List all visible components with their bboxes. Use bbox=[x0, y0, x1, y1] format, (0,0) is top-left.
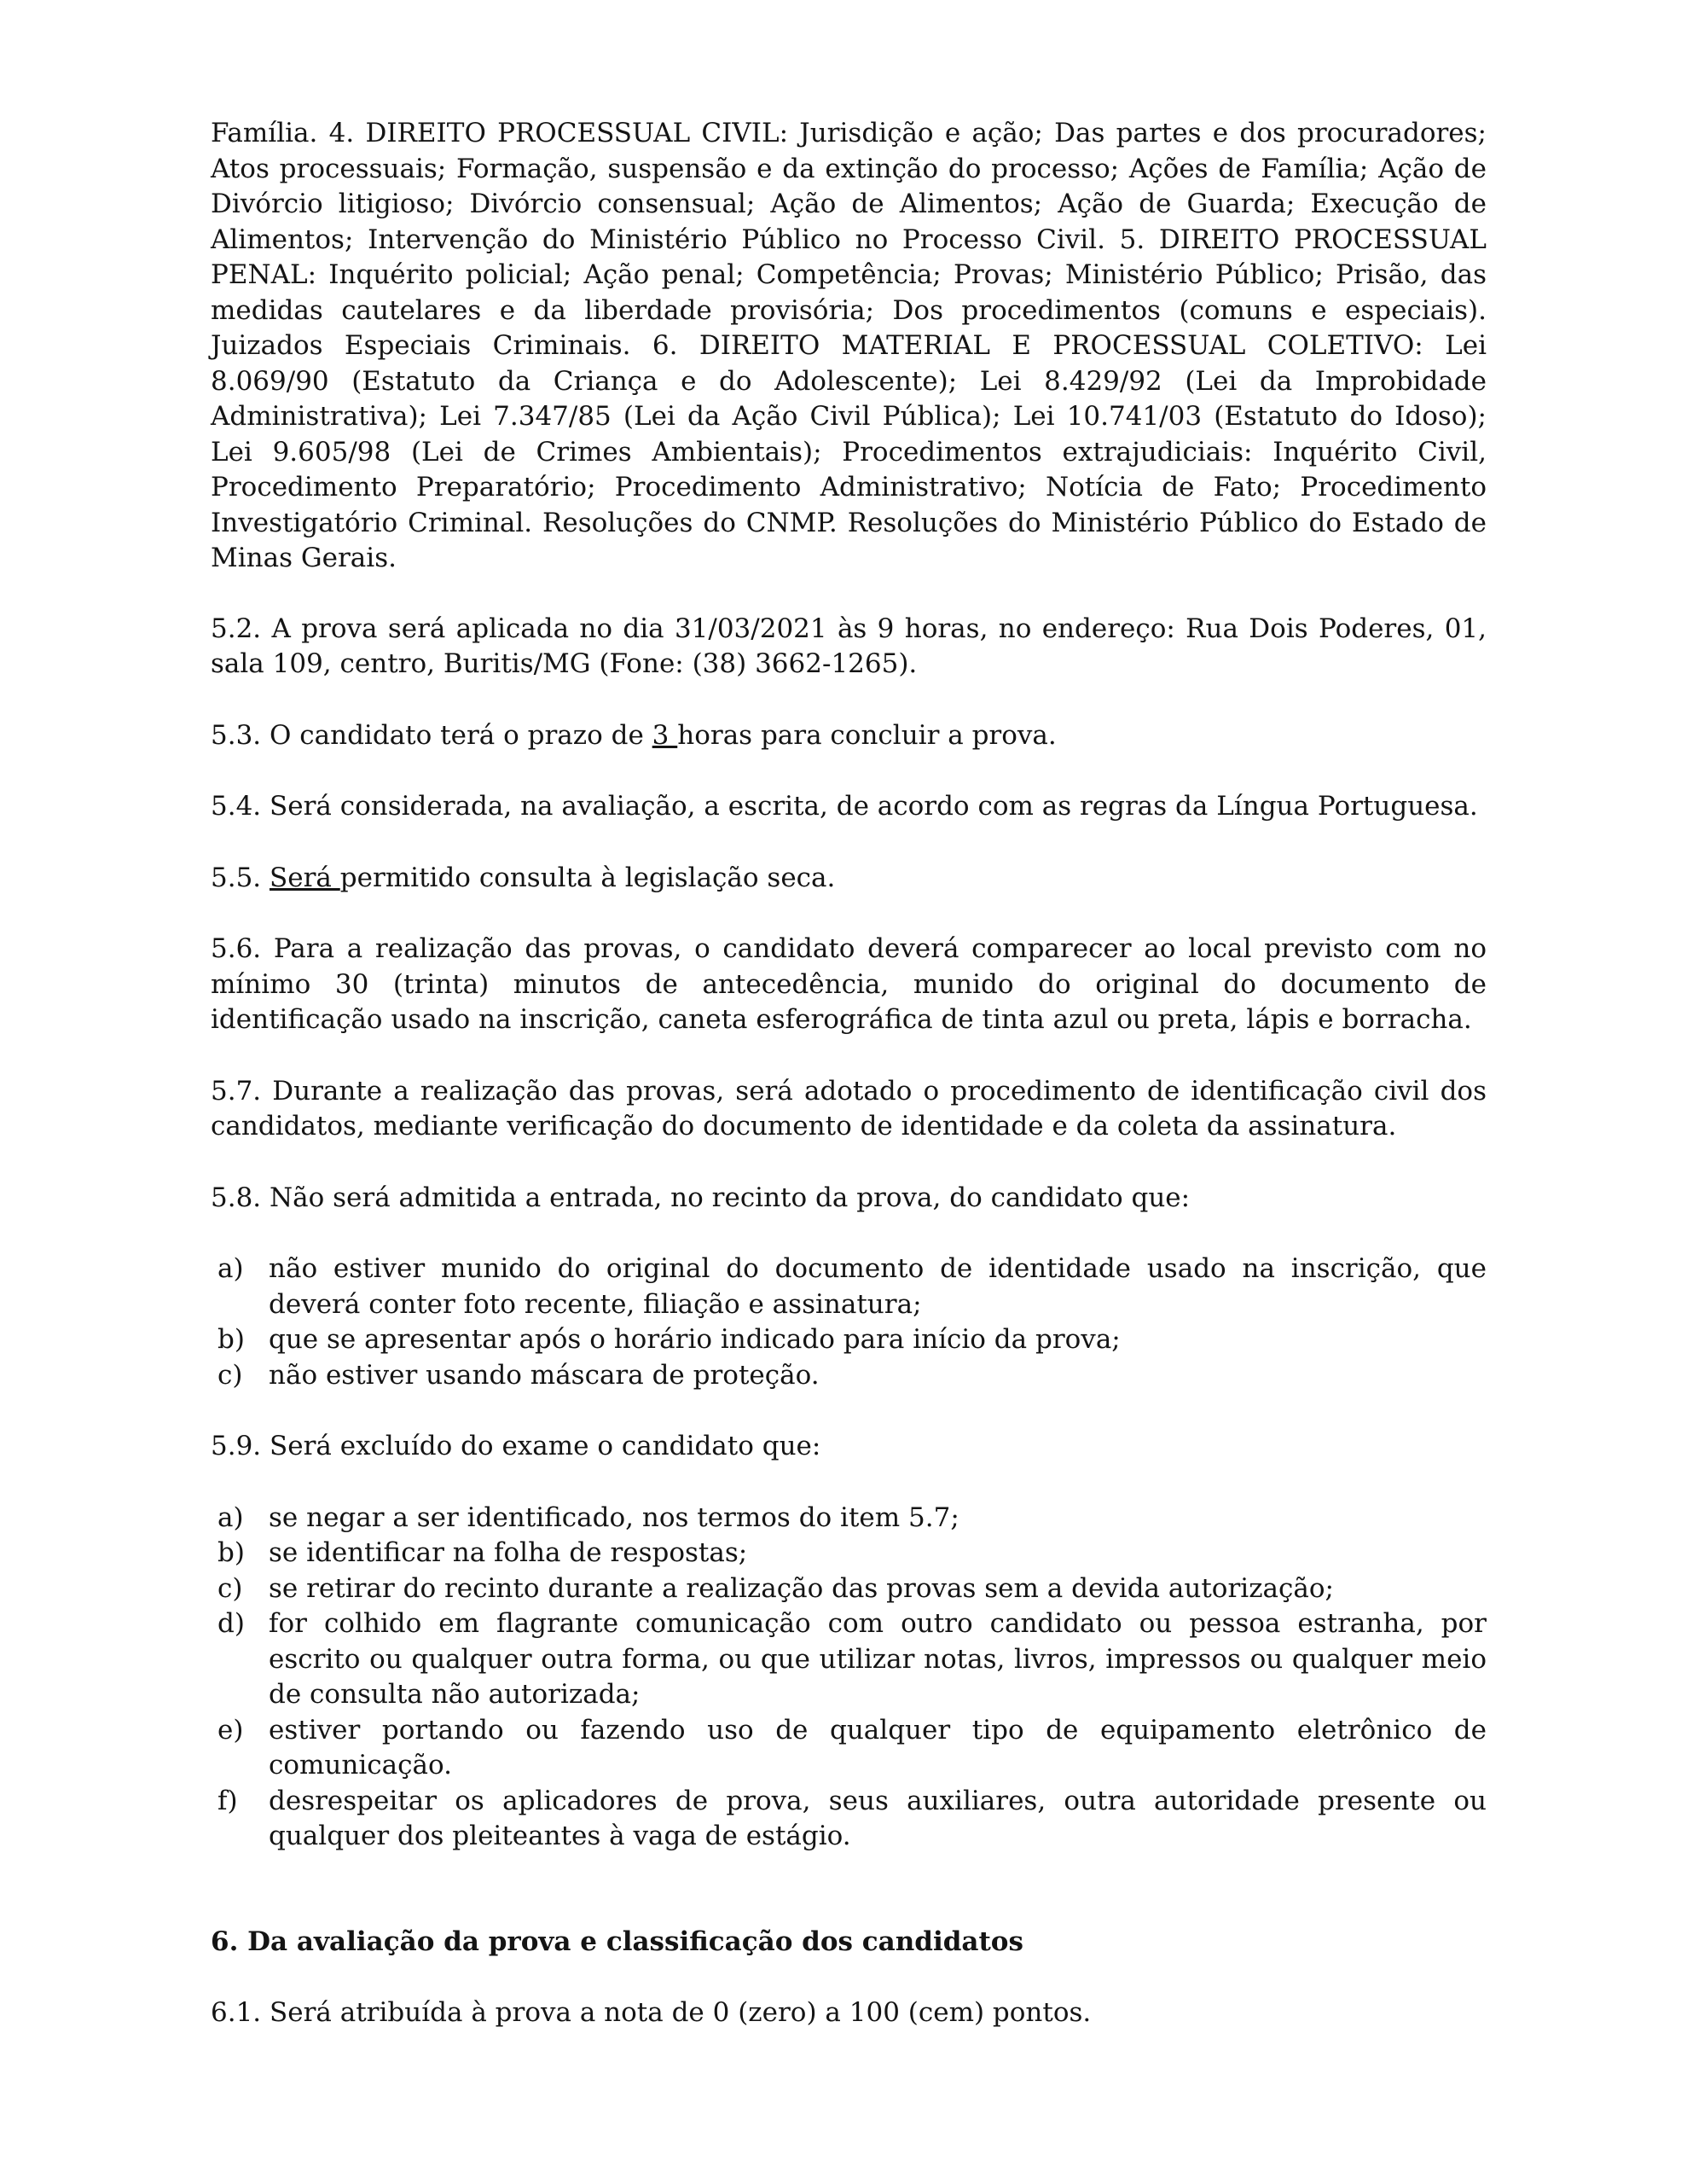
item-5-7: 5.7. Durante a realização das provas, será adotado o procedimento de identificação civil dos candidatos, mediante verificação do documento de identidade e da coleta da assinatura. bbox=[211, 1075, 1487, 1141]
list-item-text: que se apresentar após o horário indicado para início da prova; bbox=[269, 1324, 1121, 1355]
list-marker: e) bbox=[217, 1714, 244, 1745]
list-item-text: se retirar do recinto durante a realização das provas sem a devida autorização; bbox=[269, 1572, 1334, 1604]
list-item-text: for colhido em flagrante comunicação com outro candidato ou pessoa estranha, por escrito ou qualquer outra forma, ou que utilizar notas, livros, impressos ou qualquer meio de consulta não autorizada; bbox=[269, 1608, 1487, 1710]
item-5-3-underlined: 3 bbox=[652, 719, 678, 751]
item-5-8-list bbox=[211, 1252, 1487, 1393]
list-item-text: não estiver munido do original do documento de identidade usado na inscrição, que deverá conter foto recente, filiação e assinatura; bbox=[269, 1253, 1487, 1320]
item-5-5 bbox=[211, 861, 1487, 897]
list-item bbox=[211, 1713, 1487, 1784]
item-6-1: 6.1. Será atribuída à prova a nota de 0 (zero) a 100 (cem) pontos. bbox=[211, 1997, 1092, 2028]
list-item bbox=[211, 1536, 1487, 1571]
item-5-8-intro: 5.8. Não será admitida a entrada, no recinto da prova, do candidato que: bbox=[211, 1182, 1191, 1213]
list-marker: b) bbox=[217, 1324, 245, 1355]
list-item bbox=[211, 1501, 1487, 1536]
list-marker: a) bbox=[217, 1253, 244, 1284]
list-item bbox=[211, 1784, 1487, 1855]
list-item-text: estiver portando ou fazendo uso de qualquer tipo de equipamento eletrônico de comunicação. bbox=[269, 1714, 1487, 1780]
item-5-4: 5.4. Será considerada, na avaliação, a escrita, de acordo com as regras da Língua Portuguesa. bbox=[211, 791, 1478, 822]
item-5-6: 5.6. Para a realização das provas, o candidato deverá comparecer ao local previsto com no mínimo 30 (trinta) minutos de antecedência, munido do original do documento de identificação usado na inscrição, caneta esferográfica de tinta azul ou preta, lápis e borracha. bbox=[211, 933, 1487, 1035]
list-marker: b) bbox=[217, 1537, 245, 1568]
list-item-text: se identificar na folha de respostas; bbox=[269, 1537, 748, 1568]
list-item bbox=[211, 1252, 1487, 1322]
list-marker: f) bbox=[217, 1785, 238, 1816]
list-item-text: desrespeitar os aplicadores de prova, seus auxiliares, outra autoridade presente ou qualquer dos pleiteantes à vaga de estágio. bbox=[269, 1785, 1487, 1851]
list-marker: c) bbox=[217, 1572, 243, 1604]
list-marker: d) bbox=[217, 1608, 245, 1639]
item-5-5-text-start: 5.5. bbox=[211, 862, 270, 893]
item-5-3-text-end: horas para concluir a prova. bbox=[677, 719, 1057, 751]
list-item-text: não estiver usando máscara de proteção. bbox=[269, 1359, 820, 1391]
list-item bbox=[211, 1571, 1487, 1607]
item-5-9-intro: 5.9. Será excluído do exame o candidato que: bbox=[211, 1431, 821, 1461]
list-item bbox=[211, 1358, 1487, 1394]
item-5-2: 5.2. A prova será aplicada no dia 31/03/2021 às 9 horas, no endereço: Rua Dois Poderes, 01, sala 109, centro, Buritis/MG (Fone: (38) 3662-1265). bbox=[211, 613, 1487, 679]
list-item-text: se negar a ser identificado, nos termos do item 5.7; bbox=[269, 1502, 959, 1533]
item-5-5-underlined: Será bbox=[270, 862, 340, 893]
item-5-3 bbox=[211, 718, 1487, 754]
item-5-5-text-end: permitido consulta à legislação seca. bbox=[339, 862, 836, 893]
list-item bbox=[211, 1606, 1487, 1713]
list-marker: c) bbox=[217, 1359, 243, 1391]
document-page bbox=[211, 116, 1487, 2031]
section-6-heading: 6. Da avaliação da prova e classificação dos candidatos bbox=[211, 1926, 1023, 1957]
list-item bbox=[211, 1322, 1487, 1358]
syllabus-paragraph: Família. 4. DIREITO PROCESSUAL CIVIL: Jurisdição e ação; Das partes e dos procuradores; Atos processuais; Formação, suspensão e da extinção do processo; Ações de Família; Ação de Divórcio litigioso; Divórcio consensual; Ação de Alimentos; Ação de Guarda; Execução de Alimentos; Intervenção do Ministério Público no Processo Civil. 5. DIREITO PROCESSUAL PENAL: Inquérito policial; Ação penal; Competência; Provas; Ministério Público; Prisão, das medidas cautelares e da liberdade provisória; Dos procedimentos (comuns e especiais). Juizados Especiais Criminais. 6. DIREITO MATERIAL E PROCESSUAL COLETIVO: Lei 8.069/90 (Estatuto da Criança e do Adolescente); Lei 8.429/92 (Lei da Improbidade Administrativa); Lei 7.347/85 (Lei da Ação Civil Pública); Lei 10.741/03 (Estatuto do Idoso); Lei 9.605/98 (Lei de Crimes Ambientais); Procedimentos extrajudiciais: Inquérito Civil, Procedimento Preparatório; Procedimento Administrativo; Notícia de Fato; Procedimento Investigatório Criminal. Resoluções do CNMP. Resoluções do Ministério Público do Estado de Minas Gerais. bbox=[211, 118, 1487, 573]
item-5-3-text-start: 5.3. O candidato terá o prazo de bbox=[211, 719, 652, 751]
item-5-9-list bbox=[211, 1501, 1487, 1855]
list-marker: a) bbox=[217, 1502, 244, 1533]
